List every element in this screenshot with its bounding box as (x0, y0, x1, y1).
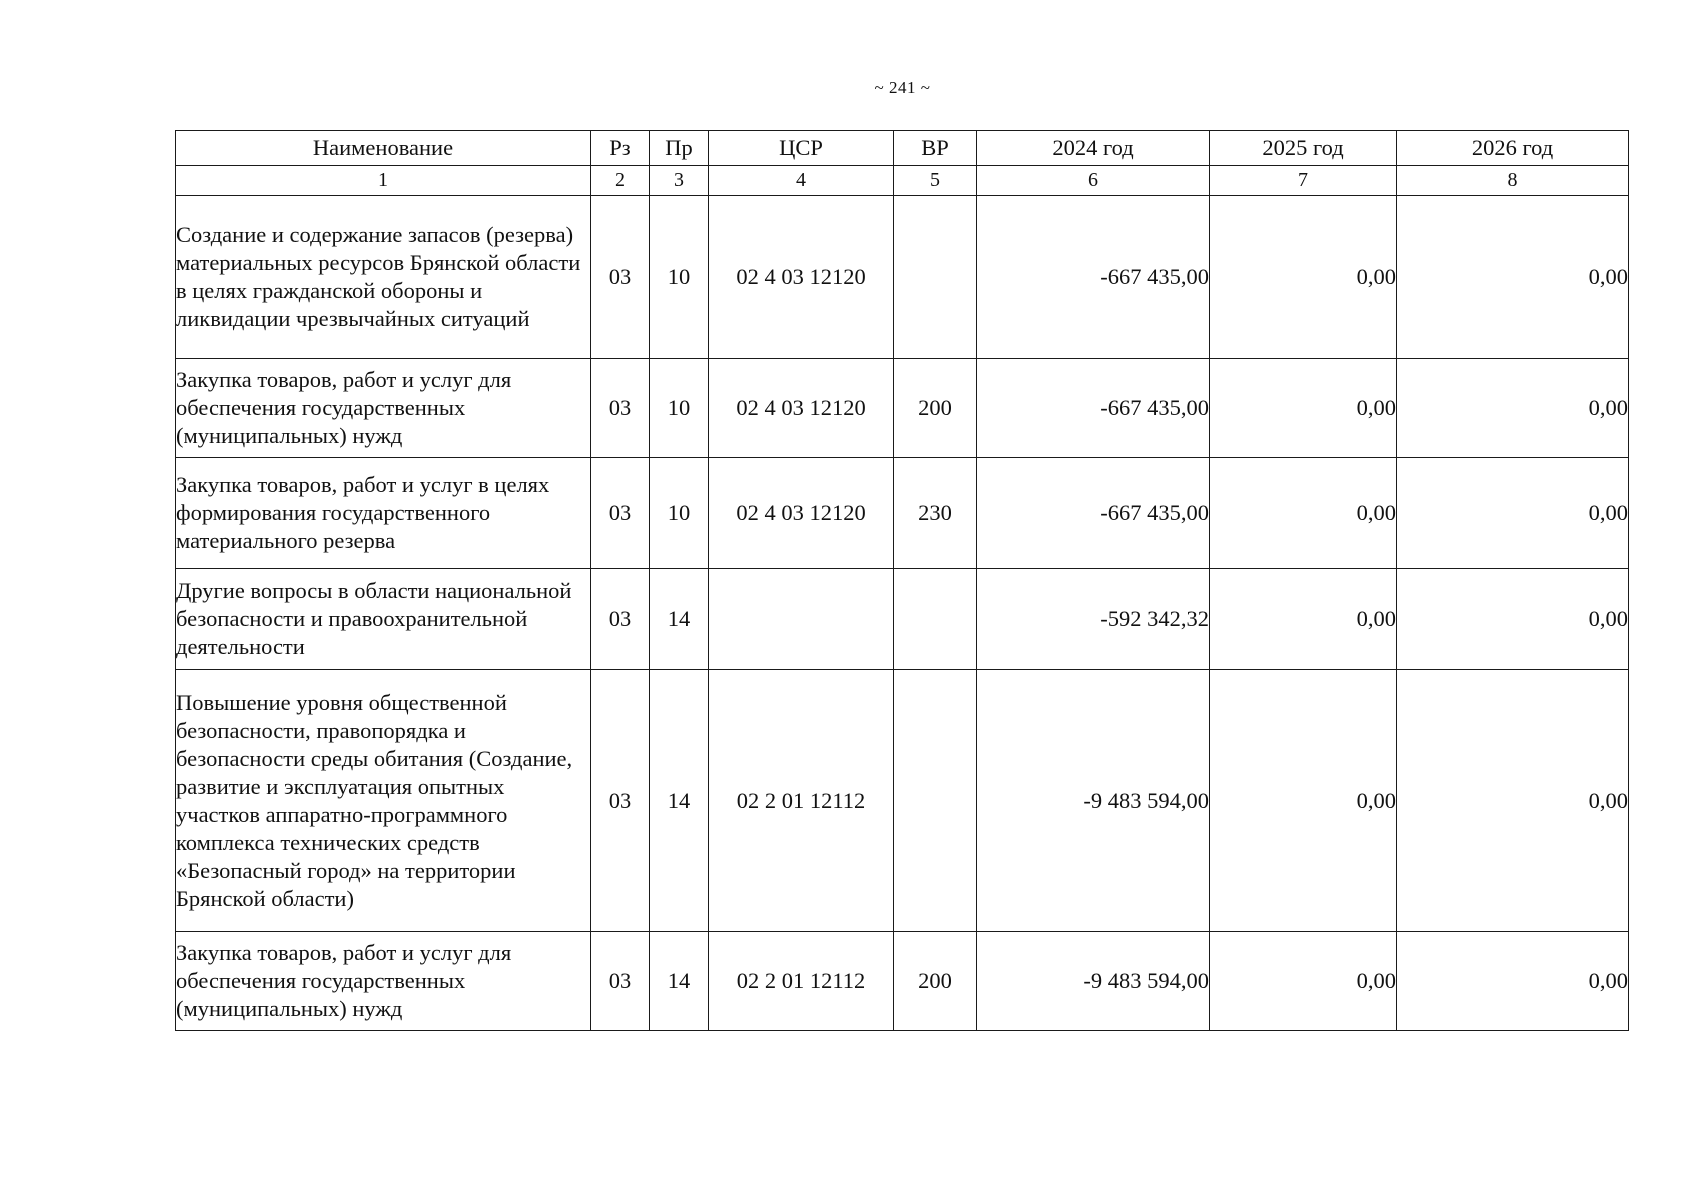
column-number: 6 (977, 166, 1210, 196)
table-row (176, 932, 1629, 1031)
header-2024: 2024 год (977, 131, 1210, 166)
row-vr (894, 196, 977, 359)
budget-table (175, 130, 1629, 1031)
column-number: 2 (591, 166, 650, 196)
row-2026: 0,00 (1397, 569, 1629, 670)
row-2025: 0,00 (1210, 458, 1397, 569)
row-pr: 14 (650, 932, 709, 1031)
row-name: Закупка товаров, работ и услуг в целях формирования государственного материального резерва (176, 458, 591, 569)
row-name: Повышение уровня общественной безопасности, правопорядка и безопасности среды обитания (Создание, развитие и эксплуатация опытных участков аппаратно-программного комплекса технических средств «Безопасный город» на территории Брянской области) (176, 670, 591, 932)
row-2026: 0,00 (1397, 196, 1629, 359)
row-pr: 14 (650, 569, 709, 670)
row-rz: 03 (591, 458, 650, 569)
row-2026: 0,00 (1397, 932, 1629, 1031)
column-number: 8 (1397, 166, 1629, 196)
row-pr: 14 (650, 670, 709, 932)
table-row (176, 359, 1629, 458)
row-rz: 03 (591, 569, 650, 670)
row-csr: 02 4 03 12120 (709, 359, 894, 458)
row-2026: 0,00 (1397, 670, 1629, 932)
row-vr (894, 569, 977, 670)
column-number-row (176, 166, 1629, 196)
table-row (176, 196, 1629, 359)
table-row (176, 458, 1629, 569)
row-name: Другие вопросы в области национальной безопасности и правоохранительной деятельности (176, 569, 591, 670)
header-name: Наименование (176, 131, 591, 166)
row-2026: 0,00 (1397, 458, 1629, 569)
column-number: 1 (176, 166, 591, 196)
row-2024: -9 483 594,00 (977, 670, 1210, 932)
row-csr: 02 2 01 12112 (709, 932, 894, 1031)
table-row (176, 569, 1629, 670)
table-row (176, 670, 1629, 932)
row-2024: -667 435,00 (977, 458, 1210, 569)
row-csr: 02 4 03 12120 (709, 458, 894, 569)
row-2025: 0,00 (1210, 196, 1397, 359)
row-vr: 200 (894, 932, 977, 1031)
row-2024: -9 483 594,00 (977, 932, 1210, 1031)
row-rz: 03 (591, 670, 650, 932)
row-2025: 0,00 (1210, 670, 1397, 932)
row-csr: 02 4 03 12120 (709, 196, 894, 359)
row-2024: -667 435,00 (977, 359, 1210, 458)
row-2025: 0,00 (1210, 359, 1397, 458)
row-2026: 0,00 (1397, 359, 1629, 458)
column-number: 5 (894, 166, 977, 196)
row-name: Закупка товаров, работ и услуг для обеспечения государственных (муниципальных) нужд (176, 359, 591, 458)
column-number: 3 (650, 166, 709, 196)
row-csr (709, 569, 894, 670)
row-pr: 10 (650, 196, 709, 359)
row-vr: 230 (894, 458, 977, 569)
column-number: 7 (1210, 166, 1397, 196)
header-csr: ЦСР (709, 131, 894, 166)
row-vr: 200 (894, 359, 977, 458)
row-rz: 03 (591, 196, 650, 359)
row-2024: -592 342,32 (977, 569, 1210, 670)
page-number: ~ 241 ~ (874, 78, 931, 97)
row-2025: 0,00 (1210, 569, 1397, 670)
row-pr: 10 (650, 458, 709, 569)
row-rz: 03 (591, 932, 650, 1031)
column-number: 4 (709, 166, 894, 196)
header-rz: Рз (591, 131, 650, 166)
row-rz: 03 (591, 359, 650, 458)
row-name: Создание и содержание запасов (резерва) материальных ресурсов Брянской области в целях гражданской обороны и ликвидации чрезвычайных ситуаций (176, 196, 591, 359)
row-name: Закупка товаров, работ и услуг для обеспечения государственных (муниципальных) нужд (176, 932, 591, 1031)
header-row (176, 131, 1629, 166)
row-csr: 02 2 01 12112 (709, 670, 894, 932)
header-2026: 2026 год (1397, 131, 1629, 166)
header-vr: ВР (894, 131, 977, 166)
row-2024: -667 435,00 (977, 196, 1210, 359)
row-2025: 0,00 (1210, 932, 1397, 1031)
row-pr: 10 (650, 359, 709, 458)
header-pr: Пр (650, 131, 709, 166)
header-2025: 2025 год (1210, 131, 1397, 166)
row-vr (894, 670, 977, 932)
